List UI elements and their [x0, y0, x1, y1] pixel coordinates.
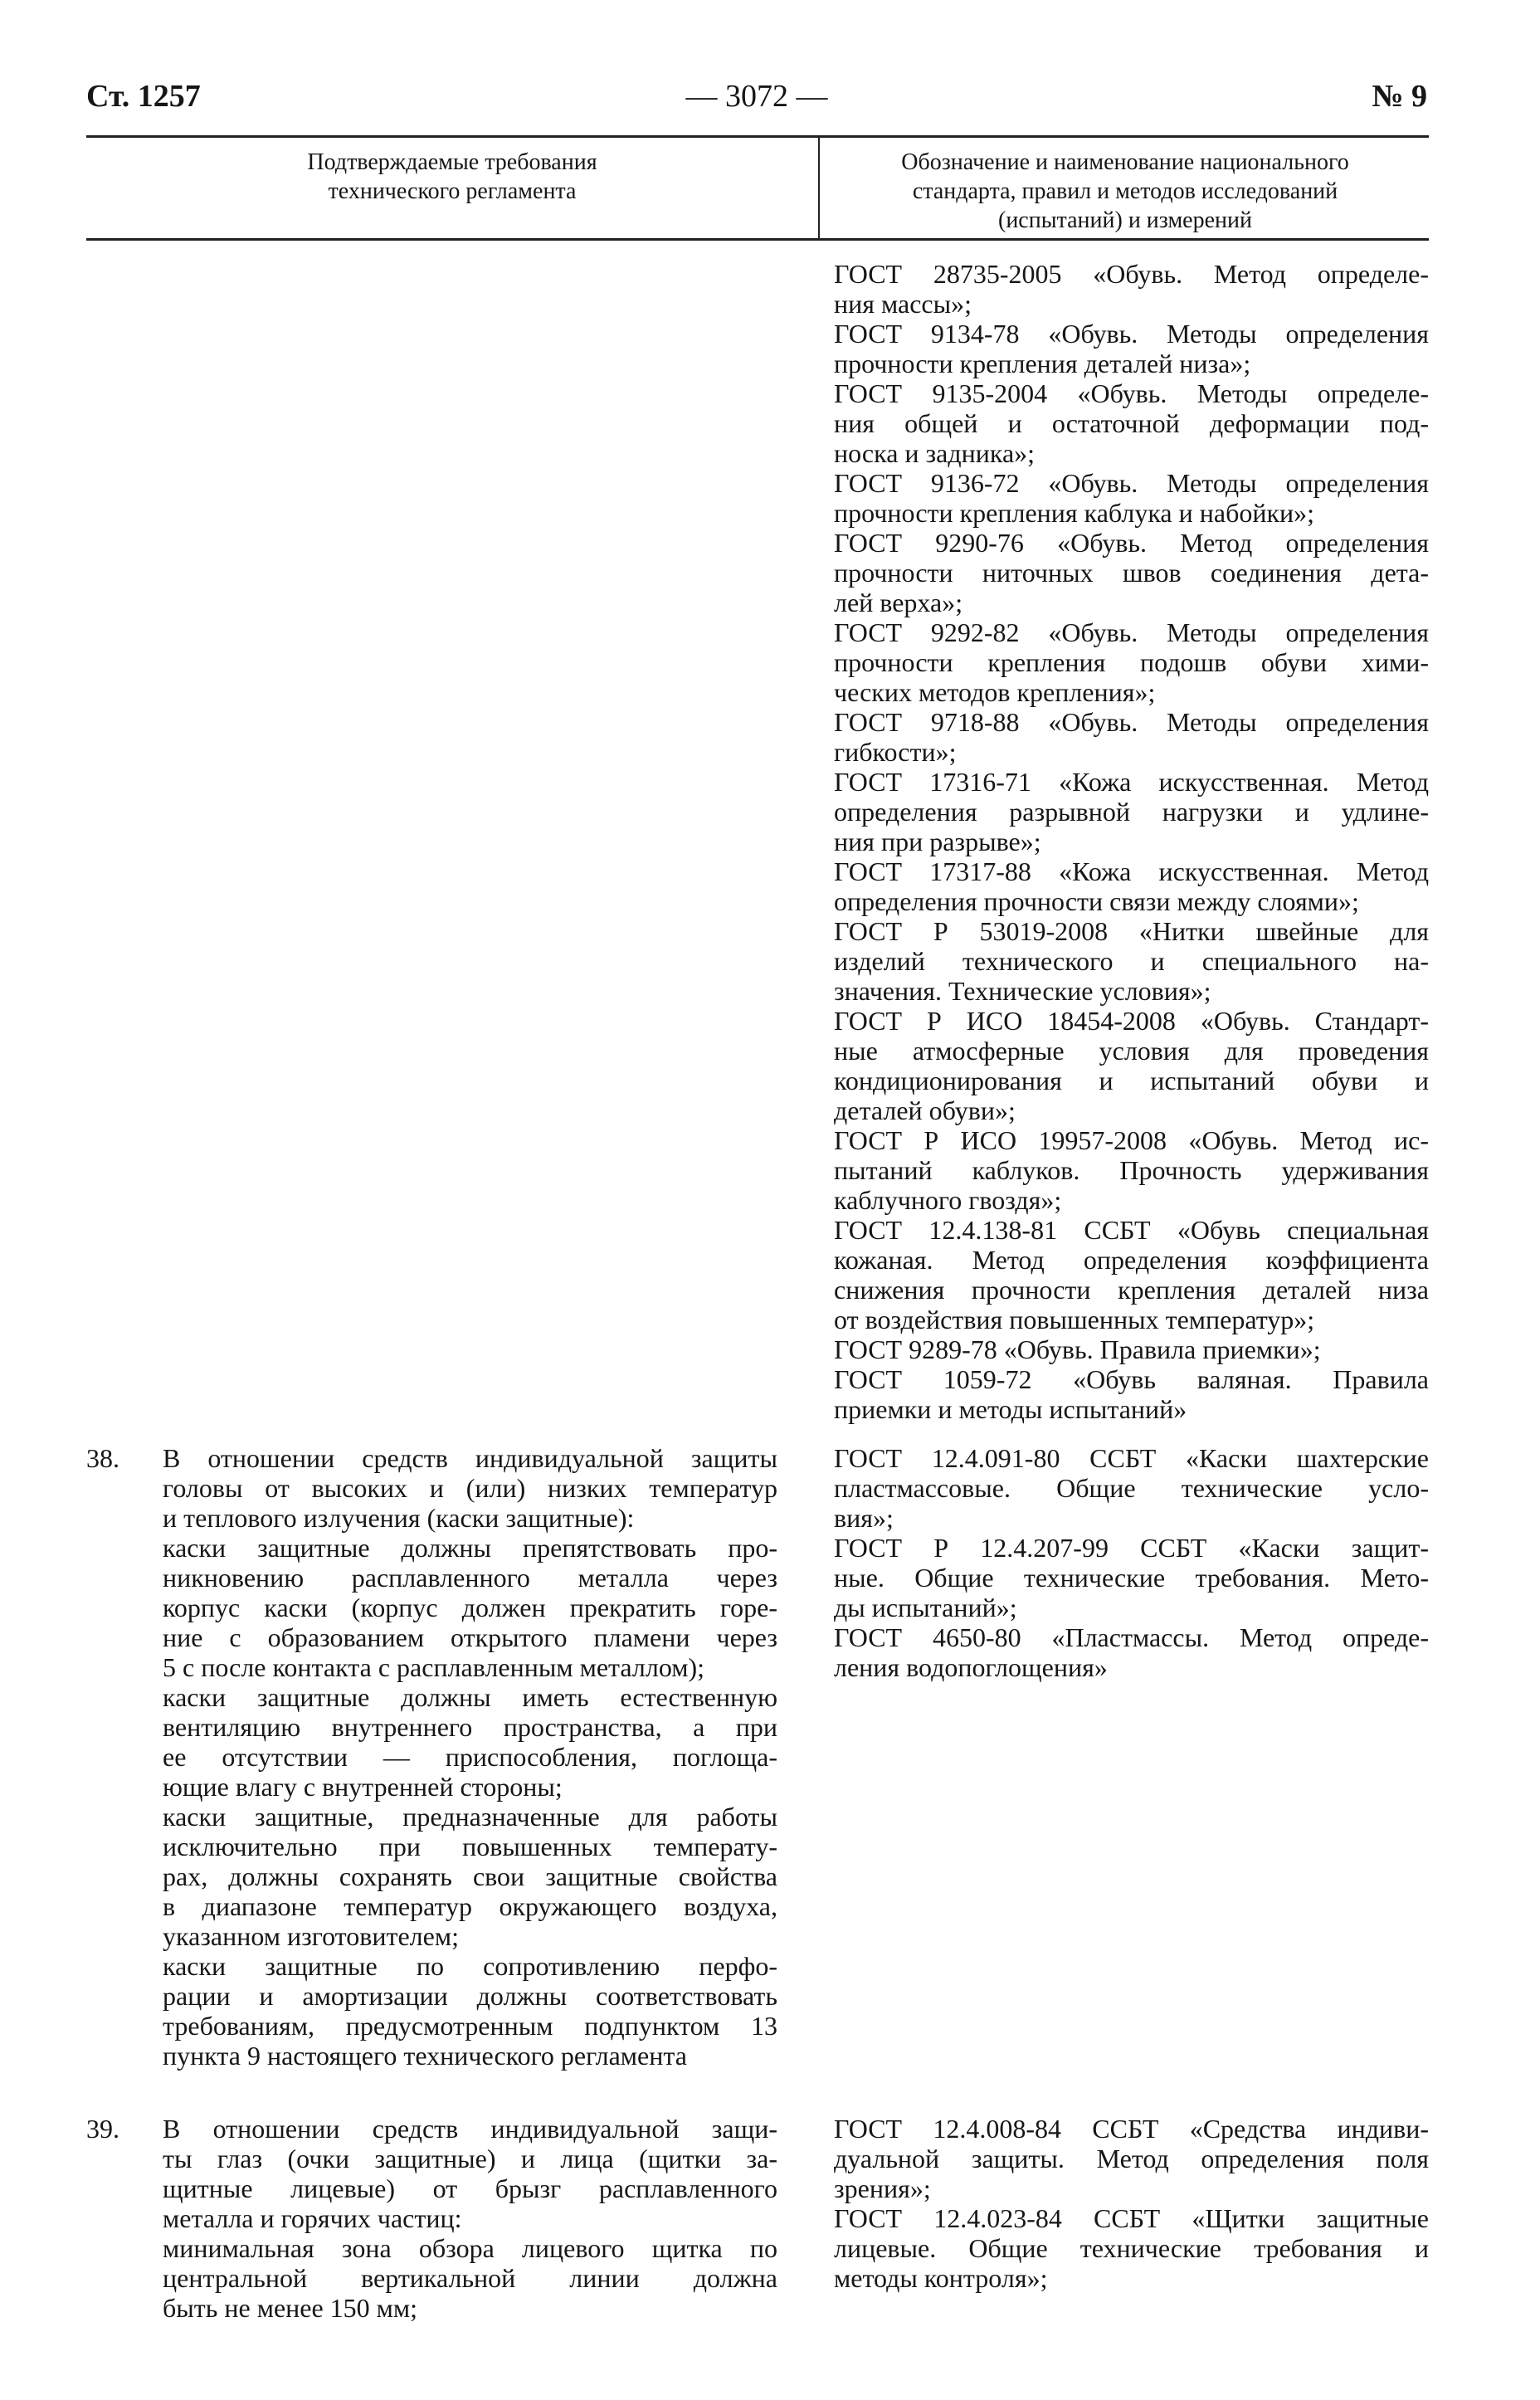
- standard-line: ные. Общие технические требования. Мето-: [834, 1563, 1429, 1593]
- row-39-standards: [834, 2114, 1429, 2293]
- text-line: пункта 9 настоящего технического регламента: [163, 2041, 687, 2071]
- standard-line: деталей обуви»;: [834, 1095, 1016, 1125]
- standard-line: лицевые. Общие технические требования и: [834, 2233, 1429, 2263]
- text-line: каски защитные, предназначенные для работы: [163, 1802, 777, 1832]
- text-line: требованиям, предусмотренным подпунктом 13: [163, 2011, 777, 2041]
- standard-line: ГОСТ 9289-78 «Обувь. Правила приемки»;: [834, 1334, 1321, 1364]
- text-line: минимальная зона обзора лицевого щитка по: [163, 2233, 777, 2263]
- standard-line: ГОСТ Р 12.4.207-99 ССБТ «Каски защит-: [834, 1533, 1429, 1563]
- row-number: 38.: [86, 1443, 119, 1473]
- page-number: — 3072 —: [685, 79, 828, 114]
- standard-line: зрения»;: [834, 2173, 931, 2203]
- text-line: щитные лицевые) от брызг расплавленного: [163, 2173, 777, 2203]
- text-line: каски защитные по сопротивлению перфо-: [163, 1951, 777, 1981]
- standard-line: прочности ниточных швов соединения дета-: [834, 558, 1429, 588]
- standard-line: кондиционирования и испытаний обуви и: [834, 1066, 1429, 1095]
- standard-line: дуальной защиты. Метод определения поля: [834, 2144, 1429, 2173]
- standard-line: ГОСТ 9292-82 «Обувь. Методы определения: [834, 617, 1429, 647]
- standard-line: ГОСТ 4650-80 «Пластмассы. Метод опреде-: [834, 1622, 1429, 1652]
- row-number: 39.: [86, 2114, 119, 2144]
- row-39-requirements: [163, 2114, 777, 2323]
- standard-line: каблучного гвоздя»;: [834, 1185, 1062, 1215]
- column-header-line: Подтверждаемые требования: [307, 149, 597, 175]
- article-number: Ст. 1257: [86, 79, 201, 114]
- continued-standards-list: [834, 259, 1429, 1424]
- column-header-line: технического регламента: [328, 178, 577, 204]
- standard-line: ГОСТ Р ИСО 19957-2008 «Обувь. Метод ис-: [834, 1125, 1429, 1155]
- standard-line: ГОСТ 9290-76 «Обувь. Метод определения: [834, 528, 1429, 558]
- text-line: центральной вертикальной линии должна: [163, 2263, 777, 2293]
- standard-line: ческих методов крепления»;: [834, 677, 1156, 707]
- standard-line: ГОСТ 17316-71 «Кожа искусственная. Метод: [834, 767, 1429, 797]
- standard-line: пластмассовые. Общие технические усло-: [834, 1473, 1429, 1503]
- text-line: и теплового излучения (каски защитные):: [163, 1503, 635, 1533]
- standard-line: ды испытаний»;: [834, 1593, 1017, 1622]
- text-line: корпус каски (корпус должен прекратить горе-: [163, 1593, 777, 1622]
- text-line: В отношении средств индивидуальной защи-: [163, 2114, 777, 2144]
- standard-line: ния общей и остаточной деформации под-: [834, 408, 1429, 438]
- text-line: ты глаз (очки защитные) и лица (щитки за-: [163, 2144, 777, 2173]
- standard-line: прочности крепления деталей низа»;: [834, 349, 1251, 378]
- column-header-line: (испытаний) и измерений: [998, 207, 1252, 233]
- text-line: ее отсутствии — приспособления, поглоща-: [163, 1742, 777, 1772]
- standard-line: методы контроля»;: [834, 2263, 1048, 2293]
- text-line: ющие влагу с внутренней стороны;: [163, 1772, 563, 1802]
- standard-line: изделий технического и специального на-: [834, 946, 1429, 976]
- row-38-standards: [834, 1443, 1429, 1682]
- standard-line: ГОСТ 12.4.023-84 ССБТ «Щитки защитные: [834, 2203, 1429, 2233]
- text-line: ние с образованием открытого пламени через: [163, 1622, 777, 1652]
- text-line: каски защитные должны препятствовать про-: [163, 1533, 777, 1563]
- text-line: указанном изготовителем;: [163, 1921, 459, 1951]
- standard-line: гибкости»;: [834, 737, 957, 767]
- standard-line: от воздействия повышенных температур»;: [834, 1305, 1315, 1334]
- column-header-line: стандарта, правил и методов исследований: [912, 178, 1338, 204]
- standard-line: ния массы»;: [834, 289, 972, 319]
- text-line: рации и амортизации должны соответствовать: [163, 1981, 777, 2011]
- column-header-line: Обозначение и наименование национального: [901, 149, 1349, 175]
- text-line: головы от высоких и (или) низких температур: [163, 1473, 777, 1503]
- standard-line: ния при разрыве»;: [834, 827, 1041, 856]
- issue-number: № 9: [1372, 79, 1427, 114]
- standard-line: определения разрывной нагрузки и удлине-: [834, 797, 1429, 827]
- column-header-requirements: [86, 148, 818, 206]
- standard-line: ГОСТ 28735-2005 «Обувь. Метод определе-: [834, 259, 1429, 289]
- standard-line: пытаний каблуков. Прочность удерживания: [834, 1155, 1429, 1185]
- text-line: В отношении средств индивидуальной защиты: [163, 1443, 777, 1473]
- standard-line: ГОСТ 9135-2004 «Обувь. Методы определе-: [834, 378, 1429, 408]
- running-head: [86, 71, 1427, 121]
- standard-line: ГОСТ 12.4.138-81 ССБТ «Обувь специальная: [834, 1215, 1429, 1245]
- text-line: вентиляцию внутреннего пространства, а при: [163, 1712, 777, 1742]
- standard-line: ГОСТ 12.4.091-80 ССБТ «Каски шахтерские: [834, 1443, 1429, 1473]
- text-line: 5 с после контакта с расплавленным металлом);: [163, 1652, 705, 1682]
- standard-line: значения. Технические условия»;: [834, 976, 1211, 1006]
- standard-line: вия»;: [834, 1503, 894, 1533]
- column-header-standards: [821, 148, 1429, 235]
- standard-line: ления водопоглощения»: [834, 1652, 1108, 1682]
- standard-line: ГОСТ Р ИСО 18454-2008 «Обувь. Стандарт-: [834, 1006, 1429, 1036]
- table-header-divider: [818, 135, 820, 241]
- standard-line: ГОСТ 9718-88 «Обувь. Методы определения: [834, 707, 1429, 737]
- text-line: быть не менее 150 мм;: [163, 2293, 418, 2323]
- standard-line: лей верха»;: [834, 588, 963, 617]
- standard-line: определения прочности связи между слоями»;: [834, 886, 1359, 916]
- standard-line: ГОСТ 9134-78 «Обувь. Методы определения: [834, 319, 1429, 349]
- text-line: в диапазоне температур окружающего воздуха,: [163, 1891, 777, 1921]
- standard-line: кожаная. Метод определения коэффициента: [834, 1245, 1429, 1275]
- table-header-rule: [86, 238, 1429, 241]
- table-top-rule: [86, 135, 1429, 138]
- row-38-requirements: [163, 1443, 777, 2071]
- standard-line: носка и задника»;: [834, 438, 1036, 468]
- standard-line: прочности крепления подошв обуви хими-: [834, 647, 1429, 677]
- standard-line: ные атмосферные условия для проведения: [834, 1036, 1429, 1066]
- standard-line: ГОСТ 12.4.008-84 ССБТ «Средства индиви-: [834, 2114, 1429, 2144]
- text-line: металла и горячих частиц:: [163, 2203, 462, 2233]
- standard-line: ГОСТ 17317-88 «Кожа искусственная. Метод: [834, 856, 1429, 886]
- text-line: никновению расплавленного металла через: [163, 1563, 777, 1593]
- standard-line: ГОСТ Р 53019-2008 «Нитки швейные для: [834, 916, 1429, 946]
- text-line: рах, должны сохранять свои защитные свойства: [163, 1861, 777, 1891]
- standard-line: прочности крепления каблука и набойки»;: [834, 498, 1315, 528]
- standard-line: ГОСТ 9136-72 «Обувь. Методы определения: [834, 468, 1429, 498]
- text-line: исключительно при повышенных температу-: [163, 1832, 777, 1861]
- standard-line: ГОСТ 1059-72 «Обувь валяная. Правила: [834, 1364, 1429, 1394]
- standard-line: снижения прочности крепления деталей низа: [834, 1275, 1429, 1305]
- text-line: каски защитные должны иметь естественную: [163, 1682, 777, 1712]
- standard-line: приемки и методы испытаний»: [834, 1394, 1187, 1424]
